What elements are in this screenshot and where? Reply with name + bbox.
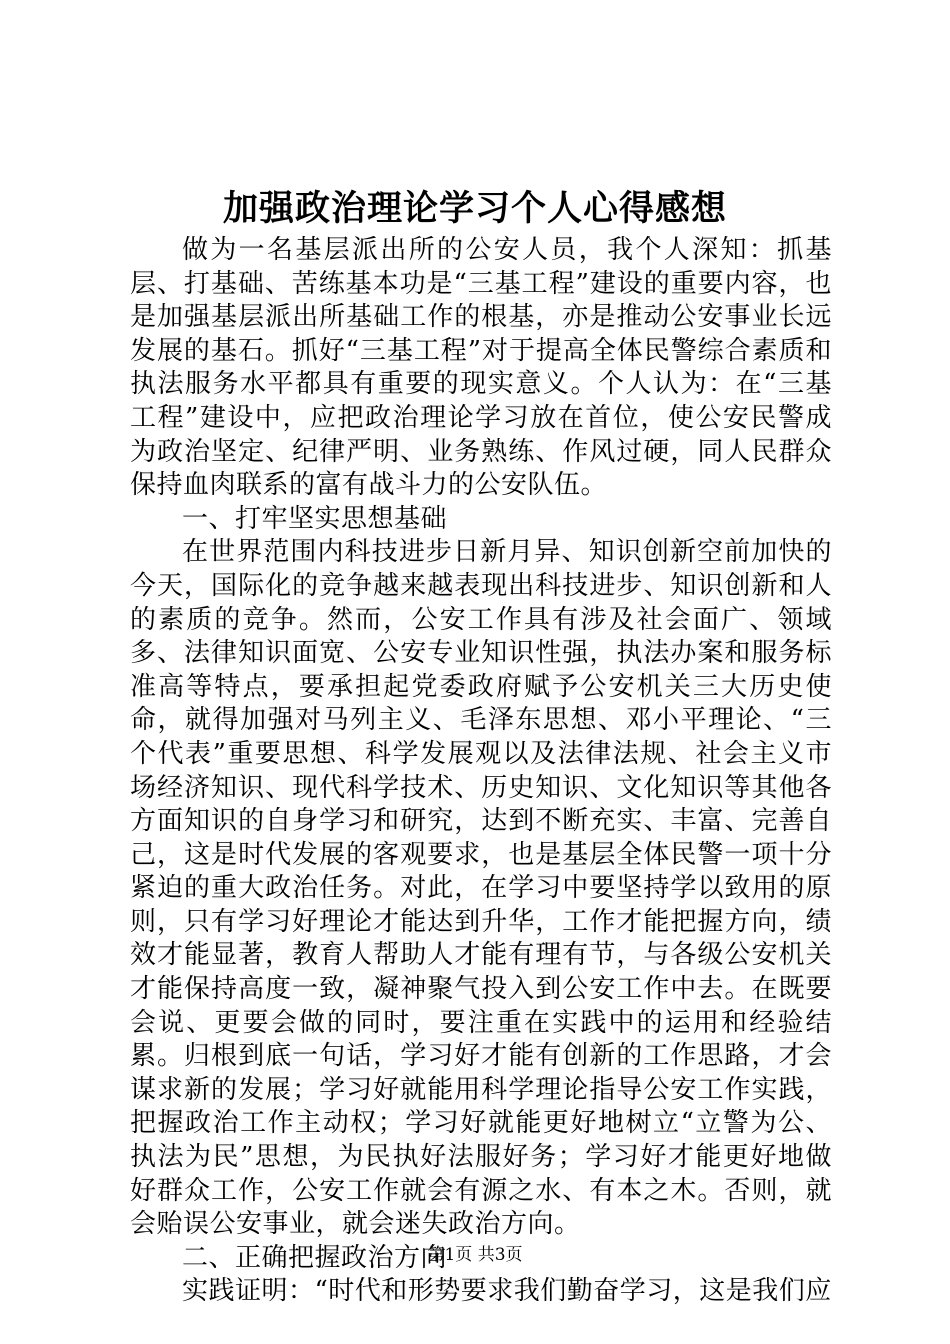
section-heading-2: 二、正确把握政治方向 — [182, 1242, 448, 1273]
section-1-paragraph: 在世界范围内科技进步日新月异、知识创新空前加快的今天，国际化的竞争越来越表现出科技进步、知识创新和人的素质的竞争。然而，公安工作具有涉及社会面广、领域多、法律知识面宽、公安专业知识性强，执法办案和服务标准高等特点，要承担起党委政府赋予公安机关三大历史使命，就得加强对马列主义、毛泽东思想、邓小平理论、“三个代表”重要思想、科学发展观以及法律法规、社会主义市场经济知识、现代科学技术、历史知识、文化知识等其他各方面知识的自身学习和研究，达到不断充实、丰富、完善自己，这是时代发展的客观要求，也是基层全体民警一项十分紧迫的重大政治任务。对此，在学习中要坚持学以致用的原则，只有学习好理论才能达到升华，工作才能把握方向，绩效才能显著，教育人帮助人才能有理有节，与各级公安机关才能保持高度一致，凝神聚气投入到公安工作中去。在既要会说、更要会做的同时，要注重在实践中的运用和经验结累。归根到底一句话，学习好才能有创新的工作思路，才会谋求新的发展；学习好就能用科学理论指导公安工作实践，把握政治工作主动权；学习好就能更好地树立“立警为公、执法为民”思想，为民执好法服好务；学习好才能更好地做好群众工作，公安工作就会有源之水、有本之木。否则，就会贻误公安事业，就会迷失政治方向。 — [130, 537, 832, 1240]
page-footer: 第1页 共3页 — [427, 1245, 523, 1265]
intro-paragraph: 做为一名基层派出所的公安人员，我个人深知：抓基层、打基础、苦练基本功是“三基工程”建设的重要内容，也是加强基层派出所基础工作的根基，亦是推动公安事业长远发展的基石。抓好“三基工程”对于提高全体民警综合素质和执法服务水平都具有重要的现实意义。个人认为：在“三基工程”建设中，应把政治理论学习放在首位，使公安民警成为政治坚定、纪律严明、业务熟练、作风过硬，同人民群众保持血肉联系的富有战斗力的公安队伍。 — [130, 235, 832, 501]
section-heading-1: 一、打牢坚实思想基础 — [182, 503, 448, 534]
document-body — [130, 234, 832, 1309]
document-title: 加强政治理论学习个人心得感想 — [222, 188, 727, 229]
section-2-paragraph: 实践证明：“时代和形势要求我们勤奋学习，这是我们应 — [182, 1276, 832, 1307]
